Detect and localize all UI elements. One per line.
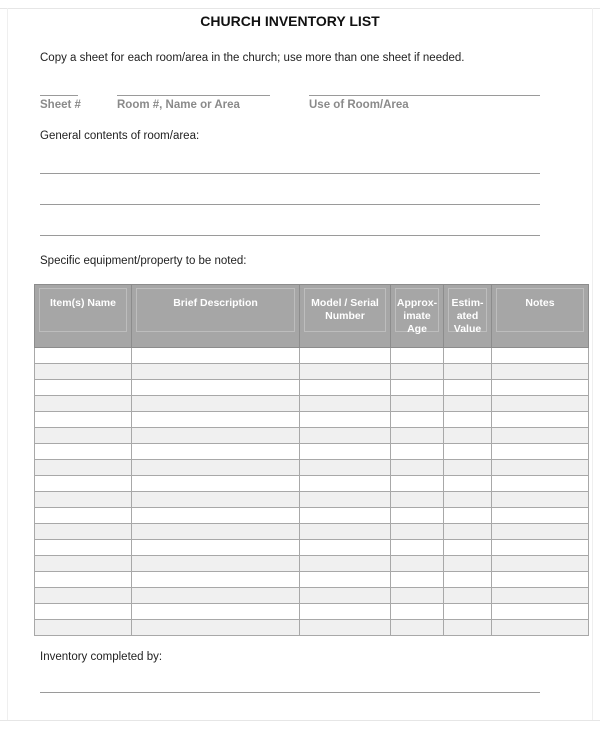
cell-approximate-age[interactable] <box>391 412 444 428</box>
cell-brief-description[interactable] <box>132 588 300 604</box>
page-title: CHURCH INVENTORY LIST <box>200 13 380 29</box>
cell-notes[interactable] <box>492 604 589 620</box>
cell-item-name[interactable] <box>35 444 132 460</box>
cell-estimated-value[interactable] <box>444 508 492 524</box>
cell-item-name[interactable] <box>35 620 132 636</box>
cell-brief-description[interactable] <box>132 556 300 572</box>
cell-notes[interactable] <box>492 364 589 380</box>
cell-model-serial[interactable] <box>300 572 391 588</box>
cell-approximate-age[interactable] <box>391 588 444 604</box>
table-row <box>35 348 589 364</box>
cell-notes[interactable] <box>492 444 589 460</box>
table-row <box>35 492 589 508</box>
page-edge-right <box>592 8 593 720</box>
cell-estimated-value[interactable] <box>444 412 492 428</box>
cell-notes[interactable] <box>492 460 589 476</box>
cell-approximate-age[interactable] <box>391 396 444 412</box>
cell-estimated-value[interactable] <box>444 524 492 540</box>
header-estimated-value: Estim-ated Value <box>444 285 492 348</box>
table-row <box>35 604 589 620</box>
cell-item-name[interactable] <box>35 428 132 444</box>
cell-notes[interactable] <box>492 348 589 364</box>
cell-model-serial[interactable] <box>300 428 391 444</box>
cell-approximate-age[interactable] <box>391 540 444 556</box>
cell-brief-description[interactable] <box>132 380 300 396</box>
cell-approximate-age[interactable] <box>391 348 444 364</box>
table-row <box>35 556 589 572</box>
table-row <box>35 508 589 524</box>
cell-brief-description[interactable] <box>132 540 300 556</box>
general-contents-label: General contents of room/area: <box>40 130 200 142</box>
cell-estimated-value[interactable] <box>444 364 492 380</box>
cell-estimated-value[interactable] <box>444 460 492 476</box>
room-name-label: Room #, Name or Area <box>117 99 240 111</box>
cell-model-serial[interactable] <box>300 412 391 428</box>
cell-model-serial[interactable] <box>300 524 391 540</box>
cell-item-name[interactable] <box>35 348 132 364</box>
cell-item-name[interactable] <box>35 460 132 476</box>
cell-estimated-value[interactable] <box>444 540 492 556</box>
cell-model-serial[interactable] <box>300 556 391 572</box>
room-use-field[interactable] <box>309 95 540 96</box>
cell-approximate-age[interactable] <box>391 572 444 588</box>
cell-estimated-value[interactable] <box>444 620 492 636</box>
general-contents-line-3[interactable] <box>40 235 540 236</box>
cell-estimated-value[interactable] <box>444 492 492 508</box>
room-name-field[interactable] <box>117 95 270 96</box>
cell-item-name[interactable] <box>35 540 132 556</box>
cell-brief-description[interactable] <box>132 492 300 508</box>
cell-notes[interactable] <box>492 476 589 492</box>
table-row <box>35 524 589 540</box>
cell-item-name[interactable] <box>35 492 132 508</box>
cell-brief-description[interactable] <box>132 620 300 636</box>
cell-notes[interactable] <box>492 380 589 396</box>
cell-item-name[interactable] <box>35 524 132 540</box>
cell-model-serial[interactable] <box>300 460 391 476</box>
header-notes: Notes <box>492 285 589 348</box>
cell-approximate-age[interactable] <box>391 604 444 620</box>
cell-model-serial[interactable] <box>300 380 391 396</box>
page-edge-left <box>7 8 8 720</box>
cell-brief-description[interactable] <box>132 508 300 524</box>
cell-item-name[interactable] <box>35 412 132 428</box>
table-row <box>35 620 589 636</box>
cell-brief-description[interactable] <box>132 412 300 428</box>
cell-item-name[interactable] <box>35 508 132 524</box>
cell-estimated-value[interactable] <box>444 428 492 444</box>
completed-by-label: Inventory completed by: <box>40 651 163 663</box>
cell-approximate-age[interactable] <box>391 556 444 572</box>
sheet-number-label: Sheet # <box>40 99 81 111</box>
cell-brief-description[interactable] <box>132 524 300 540</box>
general-contents-line-1[interactable] <box>40 173 540 174</box>
cell-item-name[interactable] <box>35 396 132 412</box>
cell-estimated-value[interactable] <box>444 348 492 364</box>
table-row <box>35 460 589 476</box>
cell-estimated-value[interactable] <box>444 396 492 412</box>
cell-notes[interactable] <box>492 428 589 444</box>
cell-brief-description[interactable] <box>132 428 300 444</box>
cell-brief-description[interactable] <box>132 604 300 620</box>
cell-approximate-age[interactable] <box>391 492 444 508</box>
header-item-name: Item(s) Name <box>35 285 132 348</box>
cell-brief-description[interactable] <box>132 348 300 364</box>
table-row <box>35 412 589 428</box>
cell-estimated-value[interactable] <box>444 588 492 604</box>
cell-approximate-age[interactable] <box>391 428 444 444</box>
cell-estimated-value[interactable] <box>444 556 492 572</box>
cell-item-name[interactable] <box>35 364 132 380</box>
table-row <box>35 364 589 380</box>
cell-notes[interactable] <box>492 396 589 412</box>
cell-model-serial[interactable] <box>300 604 391 620</box>
cell-notes[interactable] <box>492 620 589 636</box>
cell-estimated-value[interactable] <box>444 572 492 588</box>
sheet-number-field[interactable] <box>40 95 78 96</box>
cell-notes[interactable] <box>492 540 589 556</box>
table-row <box>35 428 589 444</box>
table-row <box>35 572 589 588</box>
table-row <box>35 476 589 492</box>
cell-model-serial[interactable] <box>300 492 391 508</box>
table-row <box>35 540 589 556</box>
cell-estimated-value[interactable] <box>444 604 492 620</box>
cell-approximate-age[interactable] <box>391 476 444 492</box>
page-edge-top <box>0 8 600 9</box>
header-brief-description: Brief Description <box>132 285 300 348</box>
cell-model-serial[interactable] <box>300 620 391 636</box>
cell-model-serial[interactable] <box>300 396 391 412</box>
cell-estimated-value[interactable] <box>444 380 492 396</box>
cell-item-name[interactable] <box>35 556 132 572</box>
header-approximate-age: Approx-imate Age <box>391 285 444 348</box>
cell-notes[interactable] <box>492 588 589 604</box>
cell-approximate-age[interactable] <box>391 444 444 460</box>
table-row <box>35 444 589 460</box>
cell-item-name[interactable] <box>35 476 132 492</box>
cell-notes[interactable] <box>492 524 589 540</box>
header-model-serial: Model / Serial Number <box>300 285 391 348</box>
completed-by-field[interactable] <box>40 692 540 693</box>
cell-approximate-age[interactable] <box>391 524 444 540</box>
cell-brief-description[interactable] <box>132 460 300 476</box>
table-header-row <box>35 285 589 348</box>
table-row <box>35 396 589 412</box>
cell-approximate-age[interactable] <box>391 508 444 524</box>
cell-model-serial[interactable] <box>300 588 391 604</box>
cell-approximate-age[interactable] <box>391 460 444 476</box>
cell-approximate-age[interactable] <box>391 364 444 380</box>
cell-item-name[interactable] <box>35 604 132 620</box>
room-use-label: Use of Room/Area <box>309 99 409 111</box>
instruction-text: Copy a sheet for each room/area in the church; use more than one sheet if needed. <box>40 52 465 64</box>
table-row <box>35 380 589 396</box>
cell-brief-description[interactable] <box>132 476 300 492</box>
cell-notes[interactable] <box>492 508 589 524</box>
cell-estimated-value[interactable] <box>444 444 492 460</box>
cell-model-serial[interactable] <box>300 364 391 380</box>
cell-item-name[interactable] <box>35 588 132 604</box>
cell-model-serial[interactable] <box>300 348 391 364</box>
cell-notes[interactable] <box>492 492 589 508</box>
cell-model-serial[interactable] <box>300 444 391 460</box>
cell-item-name[interactable] <box>35 380 132 396</box>
page-edge-bottom <box>0 720 600 721</box>
cell-item-name[interactable] <box>35 572 132 588</box>
cell-notes[interactable] <box>492 556 589 572</box>
table-row <box>35 588 589 604</box>
cell-approximate-age[interactable] <box>391 620 444 636</box>
general-contents-line-2[interactable] <box>40 204 540 205</box>
cell-brief-description[interactable] <box>132 396 300 412</box>
cell-notes[interactable] <box>492 572 589 588</box>
inventory-table <box>34 284 589 636</box>
cell-model-serial[interactable] <box>300 540 391 556</box>
cell-model-serial[interactable] <box>300 508 391 524</box>
cell-estimated-value[interactable] <box>444 476 492 492</box>
cell-brief-description[interactable] <box>132 572 300 588</box>
cell-brief-description[interactable] <box>132 444 300 460</box>
cell-approximate-age[interactable] <box>391 380 444 396</box>
equipment-label: Specific equipment/property to be noted: <box>40 255 247 267</box>
cell-model-serial[interactable] <box>300 476 391 492</box>
cell-brief-description[interactable] <box>132 364 300 380</box>
cell-notes[interactable] <box>492 412 589 428</box>
